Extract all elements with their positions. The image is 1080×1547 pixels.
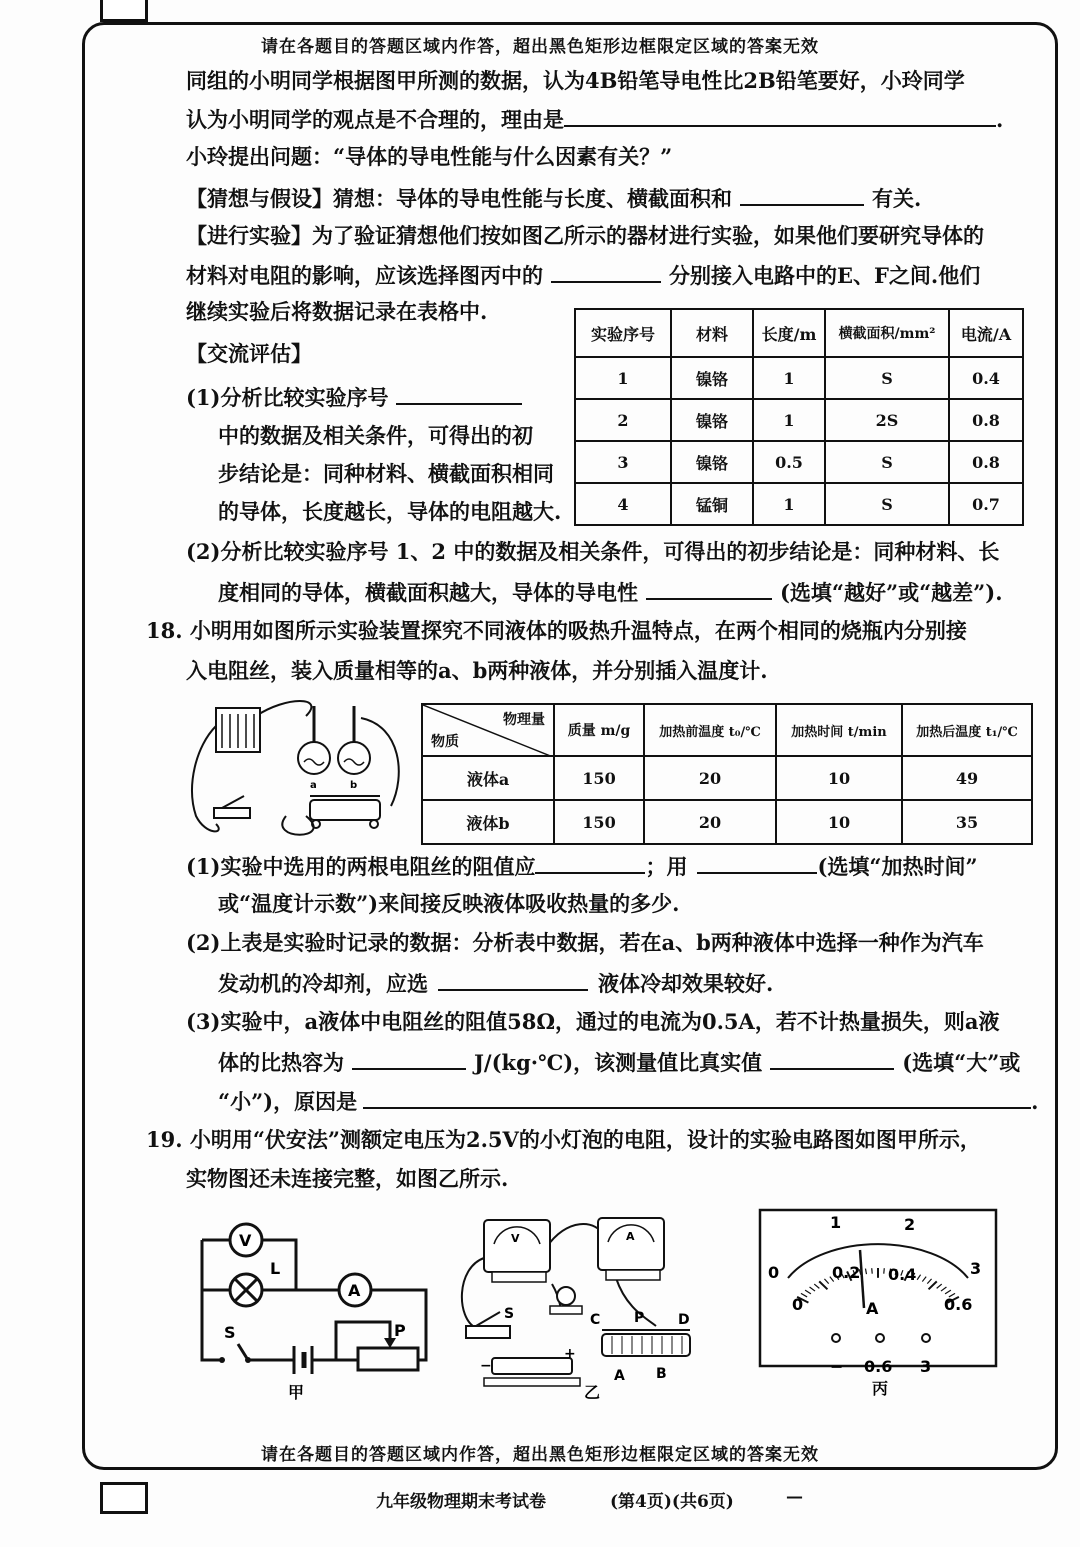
footer-title: 九年级物理期末考试卷 [376, 1492, 546, 1512]
table-header: 质量 m/g [554, 704, 644, 756]
bottom-scale-06: 0.6 [944, 1295, 973, 1314]
table-cell: 49 [902, 756, 1032, 800]
dial-tick [884, 1268, 885, 1274]
voltmeter-label: V [239, 1231, 252, 1250]
table-cell: 10 [776, 756, 902, 800]
table-header: 加热前温度 t₀/℃ [644, 704, 776, 756]
bottom-scale-0: 0 [792, 1295, 804, 1314]
q19-line-1: 19. 小明用“伏安法”测额定电压为2.5V的小灯泡的电阻，设计的实验电路图如图甲所示， [146, 1127, 981, 1152]
ammeter-dial-bing [756, 1208, 1002, 1404]
table-cell: S [825, 483, 949, 525]
voltmeter-label: V [511, 1232, 520, 1245]
terminal-p-label: P [634, 1310, 645, 1326]
bottom-scale-02: 0.2 [832, 1263, 861, 1282]
footer-page: (第4页)(共6页) [610, 1492, 734, 1512]
switch-label: S [224, 1323, 236, 1342]
q17-line-8: 【交流评估】 [186, 341, 312, 366]
corner-top-label: 物理量 [503, 712, 545, 728]
top-scale-1: 1 [830, 1213, 842, 1232]
table-cell: 液体b [422, 800, 554, 844]
terminal-a-label: A [614, 1368, 625, 1384]
footer-dash: — [786, 1487, 803, 1507]
q17-line-4: 【猜想与假设】猜想：导体的导电性能与长度、横截面积和 有关. [186, 182, 921, 214]
table-cell: 镍铬 [671, 441, 753, 483]
bottom-corner-box [100, 1482, 148, 1514]
table-cell: 0.4 [949, 357, 1023, 399]
table-header: 材料 [671, 309, 753, 357]
q18-part1-line-1: (1)实验中选用的两根电阻丝的阻值应 ；用 (选填“加热时间” [186, 850, 978, 882]
table-cell: 20 [644, 756, 776, 800]
table-row [575, 441, 1023, 483]
table-cell: 3 [575, 441, 671, 483]
figure-jia-caption: 甲 [288, 1383, 305, 1402]
circuit-diagram-jia [190, 1212, 440, 1404]
table-cell: 0.8 [949, 399, 1023, 441]
terminal-06: 0.6 [864, 1357, 893, 1376]
table-cell: 0.5 [753, 441, 825, 483]
answer-blank-compare[interactable] [770, 1046, 894, 1070]
q18-part3-line-3: “小”)，原因是 . [218, 1085, 1038, 1117]
dial-tick [872, 1268, 873, 1274]
q19-line-2: 实物图还未连接完整，如图乙所示. [186, 1166, 509, 1191]
battery-plus-label: + [564, 1346, 576, 1362]
q17-line-11: 步结论是：同种材料、横截面积相同 [218, 461, 554, 486]
table-header: 电流/A [949, 309, 1023, 357]
table-cell: 锰铜 [671, 483, 753, 525]
table-row [575, 399, 1023, 441]
table-cell: 4 [575, 483, 671, 525]
answer-blank-coolant[interactable] [438, 967, 588, 991]
terminal-minus: − [830, 1357, 844, 1376]
q17-line-10: 中的数据及相关条件，可得出的初 [218, 423, 533, 448]
q17-line-14: 度相同的导体，横截面积越大，导体的导电性 (选填“越好”或“越差”). [218, 576, 1003, 608]
top-scale-3: 3 [970, 1259, 982, 1278]
q18-part2-line-1: (2)上表是实验时记录的数据：分析表中数据，若在a、b两种液体中选择一种作为汽车 [186, 930, 984, 955]
switch-label: S [504, 1306, 515, 1322]
q17-line-3: 小玲提出问题：“导体的导电性能与什么因素有关？” [186, 144, 673, 169]
table-row [422, 800, 1032, 844]
q17-line-1: 同组的小明同学根据图甲所测的数据，认为4B铅笔导电性比2B铅笔要好，小玲同学 [186, 68, 965, 93]
table-header: 横截面积/mm² [825, 309, 949, 357]
q17-line-13: (2)分析比较实验序号 1、2 中的数据及相关条件，可得出的初步结论是：同种材料、长 [186, 539, 1000, 564]
flask-b-label: b [350, 780, 358, 791]
table-corner-cell [422, 704, 554, 756]
table-cell: 0.7 [949, 483, 1023, 525]
physical-circuit-yi [456, 1208, 704, 1404]
q17-line-12: 的导体，长度越长，导体的电阻越大. [218, 499, 562, 524]
table-row [575, 357, 1023, 399]
q18-part2-line-2: 发动机的冷却剂，应选 液体冷却效果较好. [218, 967, 773, 999]
figure-yi-caption: 乙 [584, 1383, 601, 1402]
q17-line-9: (1)分析比较实验序号 [186, 381, 522, 413]
table-cell: 1 [753, 357, 825, 399]
table-cell: 2S [825, 399, 949, 441]
answer-blank-specific-heat[interactable] [352, 1046, 466, 1070]
header-notice: 请在各题目的答题区域内作答，超出黑色矩形边框限定区域的答案无效 [261, 37, 819, 57]
answer-blank-reason[interactable] [564, 103, 996, 127]
table-cell: 0.8 [949, 441, 1023, 483]
lamp-label: L [270, 1259, 281, 1278]
terminal-d-label: D [678, 1312, 690, 1328]
table-cell: 1 [753, 483, 825, 525]
terminal-c-label: C [590, 1312, 601, 1328]
q17-line-5: 【进行实验】为了验证猜想他们按如图乙所示的器材进行实验，如果他们要研究导体的 [186, 223, 984, 248]
table-cell: 35 [902, 800, 1032, 844]
terminal-3: 3 [920, 1357, 932, 1376]
q18-part3-line-2: 体的比热容为 J/(kg·℃)，该测量值比真实值 (选填“大”或 [218, 1046, 1020, 1078]
answer-blank-resistance[interactable] [535, 850, 645, 874]
footer-notice: 请在各题目的答题区域内作答，超出黑色矩形边框限定区域的答案无效 [261, 1445, 819, 1465]
table-cell: 2 [575, 399, 671, 441]
bottom-scale-04: 0.4 [888, 1265, 917, 1284]
answer-blank-cause[interactable] [363, 1085, 1031, 1109]
q18-part1-line-2: 或“温度计示数”)来间接反映液体吸收热量的多少. [218, 891, 680, 916]
dial-unit: A [866, 1299, 879, 1318]
table-cell: 液体a [422, 756, 554, 800]
slider-label: P [394, 1321, 406, 1340]
q18-line-2: 入电阻丝，装入质量相等的a、b两种液体，并分别插入温度计. [186, 658, 768, 683]
table-header: 实验序号 [575, 309, 671, 357]
table-cell: S [825, 357, 949, 399]
table-row [575, 483, 1023, 525]
q17-line-2: 认为小明同学的观点是不合理的，理由是 . [186, 103, 1003, 135]
table-cell: 1 [575, 357, 671, 399]
q18-apparatus-figure [186, 696, 414, 842]
table-header: 长度/m [753, 309, 825, 357]
table-cell: 1 [753, 399, 825, 441]
battery-minus-label: − [480, 1358, 492, 1374]
table-header: 加热时间 t/min [776, 704, 902, 756]
answer-blank-conductivity[interactable] [646, 576, 772, 600]
top-scale-2: 2 [904, 1215, 916, 1234]
q18-line-1: 18. 小明用如图所示实验装置探究不同液体的吸热升温特点，在两个相同的烧瓶内分别接 [146, 618, 967, 643]
table-cell: 镍铬 [671, 357, 753, 399]
table-header: 加热后温度 t₁/℃ [902, 704, 1032, 756]
table-cell: S [825, 441, 949, 483]
table-cell: 150 [554, 800, 644, 844]
table-cell: 镍铬 [671, 399, 753, 441]
ammeter-label: A [348, 1281, 361, 1300]
terminal-b-label: B [656, 1366, 667, 1382]
q17-line-6: 材料对电阻的影响，应该选择图丙中的 分别接入电路中的E、F之间.他们 [186, 259, 980, 291]
answer-blank-wires[interactable] [551, 259, 661, 283]
q18-part3-line-1: (3)实验中，a液体中电阻丝的阻值58Ω，通过的电流为0.5A，若不计热量损失，则a液 [186, 1009, 1000, 1034]
top-corner-box [100, 0, 148, 22]
answer-blank-indicator[interactable] [697, 850, 817, 874]
answer-blank-factor[interactable] [740, 182, 864, 206]
q18-data-table [421, 703, 1033, 845]
table-cell: 20 [644, 800, 776, 844]
top-scale-0: 0 [768, 1263, 780, 1282]
q17-line-7: 继续实验后将数据记录在表格中. [186, 299, 488, 324]
table-cell: 150 [554, 756, 644, 800]
flask-a-label: a [310, 780, 317, 791]
q17-data-table [574, 308, 1024, 526]
figure-bing-caption: 丙 [872, 1379, 889, 1398]
ammeter-label: A [626, 1230, 635, 1243]
answer-blank-sequence[interactable] [396, 381, 522, 405]
table-cell: 10 [776, 800, 902, 844]
table-row [422, 756, 1032, 800]
corner-bottom-label: 物质 [431, 734, 459, 750]
